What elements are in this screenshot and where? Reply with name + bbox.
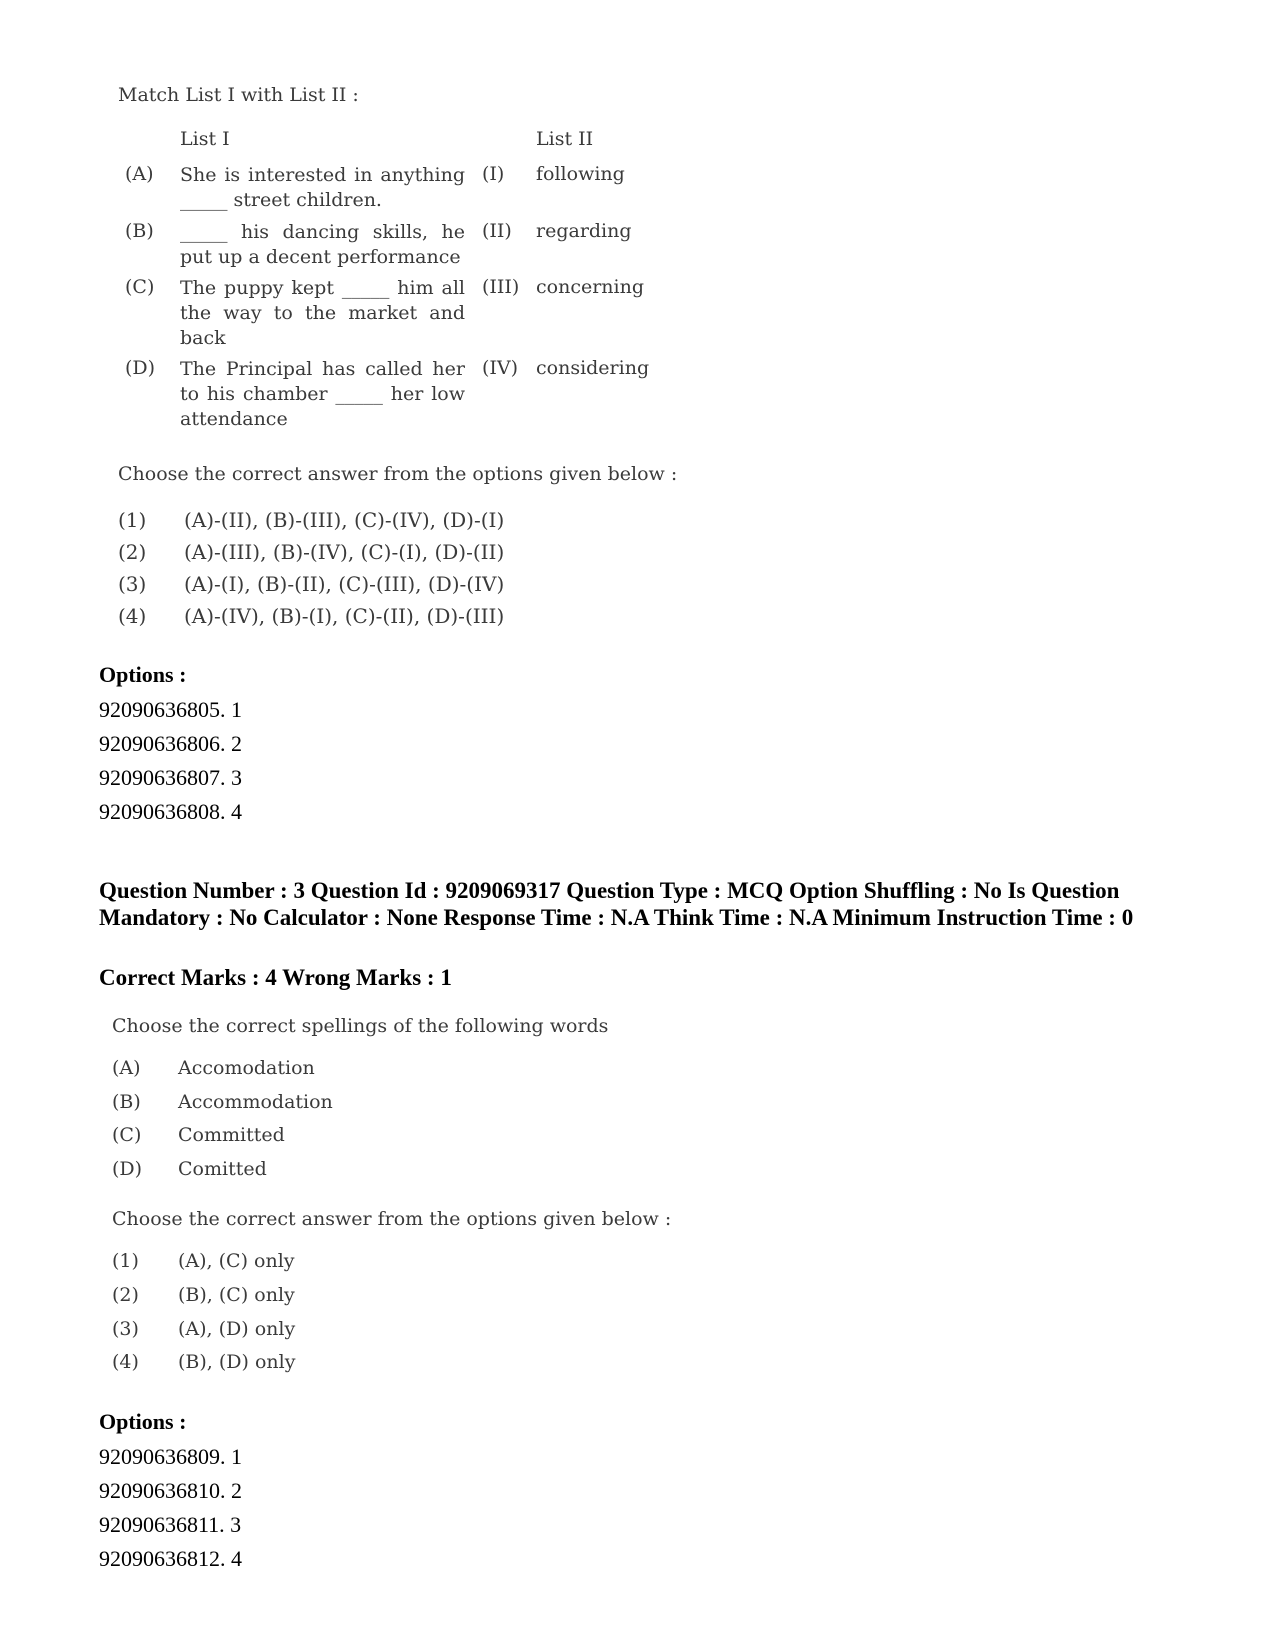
q1-option-4: 92090636808. 4 [99,799,242,824]
word-label: (C) [112,1124,142,1146]
q2-options-title: Options : [99,1409,187,1434]
answer-number: (4) [118,604,147,628]
word-text: Accomodation [178,1057,315,1079]
answer-number: (2) [118,540,147,564]
q2-option-1: 92090636809. 1 [99,1444,242,1469]
answer-text: (A)-(I), (B)-(II), (C)-(III), (D)-(IV) [184,572,505,596]
row-value: considering [536,357,650,379]
row-text: The puppy kept _____ him all the way to the market and back [180,277,465,349]
list2-heading: List II [536,128,594,150]
answer-text: (B), (C) only [178,1284,295,1306]
q1-option-3: 92090636807. 3 [99,765,242,790]
row-value: regarding [536,220,632,242]
list1-heading: List I [180,128,230,150]
row-label: (D) [125,357,156,379]
q1-options-title: Options : [99,662,187,687]
answer-text: (A)-(II), (B)-(III), (C)-(IV), (D)-(I) [184,508,505,532]
answer-number: (3) [118,572,147,596]
word-label: (A) [112,1057,141,1079]
q1-option-2: 92090636806. 2 [99,731,242,756]
answer-number: (2) [112,1284,139,1306]
word-label: (D) [112,1158,143,1180]
row-value: following [536,163,625,185]
row-label: (C) [125,276,155,298]
row-numeral: (IV) [482,357,519,379]
answer-text: (A), (C) only [178,1250,295,1272]
word-text: Committed [178,1124,285,1146]
question-meta: Question Number : 3 Question Id : 9209069317 Question Type : MCQ Option Shuffling : No Is Question Mandatory : No Calculator : None Response Time : N.A Think Time : N.A Minimum Instruction Time : 0 [99,878,1134,930]
row-numeral: (II) [482,220,512,242]
q2-heading: Choose the correct spellings of the following words [112,1015,609,1037]
q1-choose-text: Choose the correct answer from the options given below : [118,463,678,485]
q2-option-4: 92090636812. 4 [99,1546,242,1571]
row-label: (B) [125,220,154,242]
row-numeral: (I) [482,163,505,185]
q1-heading: Match List I with List II : [118,84,359,106]
row-numeral: (III) [482,276,520,298]
answer-number: (1) [118,508,147,532]
answer-number: (3) [112,1318,139,1340]
q2-choose-text: Choose the correct answer from the options given below : [112,1208,672,1230]
row-text: The Principal has called her to his chamber _____ her low attendance [180,358,465,430]
q1-option-1: 92090636805. 1 [99,697,242,722]
row-label: (A) [125,163,154,185]
answer-text: (A)-(IV), (B)-(I), (C)-(II), (D)-(III) [184,604,505,628]
q2-option-3: 92090636811. 3 [99,1512,242,1537]
word-text: Comitted [178,1158,267,1180]
row-text: _____ his dancing skills, he put up a decent performance [180,221,465,268]
answer-text: (A)-(III), (B)-(IV), (C)-(I), (D)-(II) [184,540,505,564]
answer-text: (A), (D) only [178,1318,296,1340]
row-text: She is interested in anything _____ street children. [180,164,465,211]
row-value: concerning [536,276,644,298]
answer-number: (1) [112,1250,139,1272]
answer-number: (4) [112,1351,139,1373]
answer-text: (B), (D) only [178,1351,296,1373]
question-marks: Correct Marks : 4 Wrong Marks : 1 [99,965,452,990]
q2-option-2: 92090636810. 2 [99,1478,242,1503]
word-label: (B) [112,1091,141,1113]
word-text: Accommodation [178,1091,333,1113]
